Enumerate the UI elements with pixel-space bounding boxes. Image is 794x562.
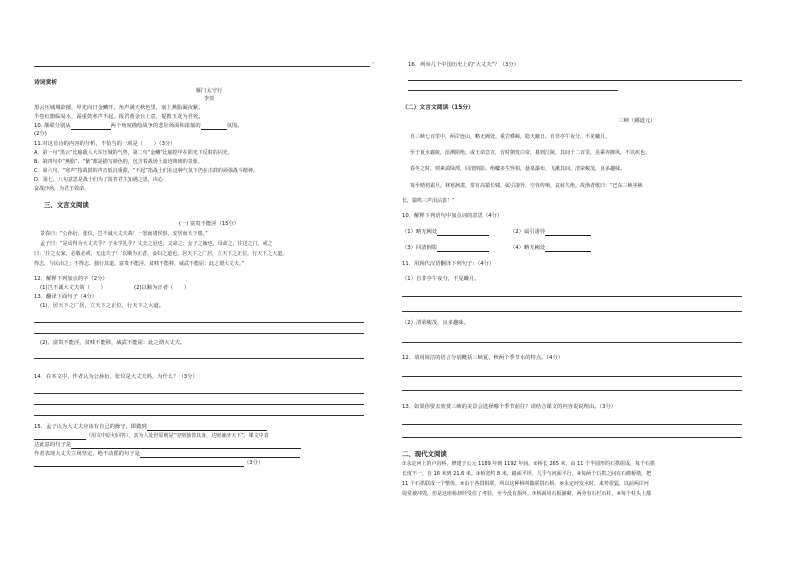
text-2-line: 长，猿鸣三声泪沾裳！”: [402, 198, 455, 204]
text-1-line: 景春曰：“公孙衍、张仪，岂不诚大丈夫哉！一怒而诸侯惧，安居而天下熄。”: [40, 231, 208, 237]
q15-text-d-content: 作者表现大丈夫立场坚定，绝不动摇的句子是: [34, 451, 140, 457]
modern-text-line: ①永定河上的卢沟桥，修建于公元 1189 年到 1192 年间。②桥长 265 米，由 11 个半圆形的石拱组成，每个石拱: [402, 461, 656, 467]
answer-line: [402, 342, 742, 343]
q13-sentence-1: (1)、居天下之广居，立天下之正位，行天下之大道。: [40, 303, 165, 309]
question-13-right: 13．如果你要去欣赏三峡的美景会选择哪个季节前往？请结合课文的内容说说理由。（3分）: [402, 404, 617, 410]
answer-line: [402, 390, 742, 391]
question-11: 11.对这首诗的内容的分析，不恰当的一项是（ ）（3分）: [34, 141, 176, 147]
answer-line: [34, 415, 364, 416]
modern-text-line: 11 个石拱联成一个整体。⑤由于各拱相联，所以这种桥叫做联拱石桥。⑥永定河发水时，来势很猛，以前两岸河: [402, 481, 649, 487]
answer-line: [402, 311, 742, 312]
text-1-line: 孟子曰：“是焉得为大丈夫乎？子未学礼乎？丈夫之冠也，父命之；女子之嫁也，母命之，往送之门，戒之: [40, 241, 273, 247]
poem-section-title: 诗词赏析: [34, 80, 58, 86]
q15-text-c-content: 达此意的句子是: [34, 442, 72, 448]
question-12: 12．解释下列加点的字（2分）: [34, 276, 108, 282]
q15-text-b-content: （用文中原句回答），其为人处世原则是“穷则独善其身，达则兼济天下”，课文中表: [86, 433, 269, 439]
poem-line: 黑云压城城欲摧，甲光向日金鳞开。角声满天秋色里，塞上燕脂凝夜紫。: [34, 105, 204, 111]
text-2-line: 至于夏水襄陵，沿溯阻绝。或王命急宣，有时朝发白帝，暮到江陵，其间千二百里，虽乘奔御风，不以疾也。: [410, 150, 651, 156]
text-2-line: 春冬之时，则素湍绿潭，回清倒影。绝巘多生怪柏，悬泉瀑布，飞漱其间。清荣峻茂，良多趣味。: [410, 166, 626, 172]
answer-line: [408, 90, 618, 91]
q13-sentence-2: (2)、富贵不能淫，贫贱不能移，威武不能屈：此之谓大丈夫。: [40, 340, 186, 346]
right-column: [402, 0, 752, 562]
answer-line: [34, 404, 364, 405]
q12-item: (1)岂不诚大丈夫哉（ ）: [40, 285, 106, 291]
q10-item-3: （3）回清倒影: [402, 245, 438, 251]
answer-line: [402, 424, 742, 425]
question-10: [34, 123, 243, 130]
text-1-line: 得志，与民由之；不得志，独行其道。富贵不能淫，贫贱不能移，威武不能屈：此之谓大丈夫。”: [34, 261, 245, 267]
q10-item: [510, 245, 591, 252]
q15-text-b: [34, 433, 269, 440]
modern-text-line: 堤常被冲毁，但是这座桥却经受住了考验，至今没有损坏。⑦桥面用石板铺砌，两旁有石栏石柱。⑧每个柱头上都: [402, 491, 651, 497]
question-13: 13．翻译下面句子（4分）: [34, 294, 98, 300]
answer-line: [34, 66, 370, 67]
q15-text-d: [34, 451, 300, 458]
q11-option: A．第一句“黑云”比喻敌人大军压城的气势，第二句“金鳞”比喻铠甲在阳光下反射的闪光。: [34, 150, 233, 156]
q15-blank[interactable]: [34, 460, 244, 467]
question-15: [34, 424, 267, 431]
q10-blank[interactable]: [201, 123, 227, 130]
q12-item: (2)以顺为正者（ ）: [134, 285, 190, 291]
question-11-right: 11．用现代汉语翻译下列句子：（4分）: [402, 261, 495, 267]
text-1-title: (一) 富贵不能淫（15分）: [178, 221, 240, 227]
q10-item-1: （1）略无阙处: [402, 229, 438, 235]
q15-score: （3分）: [244, 460, 264, 466]
answer-line: [402, 376, 742, 377]
q15-blank[interactable]: [140, 451, 300, 458]
answer-blank[interactable]: [437, 245, 489, 252]
answer-line: [34, 393, 364, 394]
text-2-line: 每至晴初霜旦，林寒涧肃，常有高猿长啸，属引凄异，空谷传响，哀转久绝。故渔者歌曰：“巴东三峡巫峡: [410, 183, 643, 189]
answer-line: [402, 437, 742, 438]
q15-blank[interactable]: [71, 442, 301, 449]
poem-author: 李贺: [203, 96, 215, 102]
q15-blank[interactable]: [147, 424, 267, 431]
answer-blank[interactable]: [437, 229, 489, 236]
question-12-right: 12．请用简洁的语言分别概括三峡夏、秋两个季节水的特点。（4分）: [402, 355, 564, 361]
q10-item-2: （2）属引凄异: [510, 229, 546, 235]
question-14: 14．在本文中，作者认为公孙衍、张仪是大丈夫吗，为什么？（3分）: [34, 374, 198, 380]
answer-blank[interactable]: [545, 229, 591, 236]
q11-sentence-1: （1）自非亭午夜分，不见曦月。: [402, 276, 480, 282]
q10-blank[interactable]: [71, 123, 111, 130]
q11-option: C．第六句，“寒声”指战鼓的声音低沉重滞，“不起”指战士们在这种气氛下仍在击鼓的顽强战斗精神。: [34, 168, 258, 174]
q15-text-a: 15．孟子认为大丈夫应该有自己的操守，即做到: [34, 424, 147, 430]
section-3-title: 三、文言文阅读: [44, 201, 89, 209]
q10-text-b: 两个角度描绘战争的悲壮场面和浓郁的: [110, 123, 201, 129]
question-16: 16．列举几个中国历史上的“大丈夫”？（3分）: [408, 62, 519, 68]
question-10-right: 10．解释下列语句中加点词的意思（4分）: [402, 213, 503, 219]
answer-line: [34, 322, 364, 323]
modern-section-title: 二、现代文阅读: [402, 450, 447, 458]
q10-item-4: （4）略无阙处: [510, 245, 546, 251]
text-2-line: 自三峡七百里中，两岸连山，略无阙处。重岩叠嶂，隐天蔽日。自非亭午夜分，不见曦月。: [410, 134, 611, 140]
q11-sentence-2: （2）清荣峻茂，良多趣味。: [402, 320, 469, 326]
text-1-line: 曰：‘往之女家，必敬必戒，无违夫子！’以顺为正者，妾妇之道也。居天下之广居，立天下之正位，行天下之大道。: [34, 251, 288, 257]
left-column: [34, 0, 384, 562]
answer-line: [34, 333, 364, 334]
poem-title: 雁门太守行: [195, 88, 223, 94]
poem-line: 半卷红旗临易水，霜重鼓寒声不起。报君黄金台上意，提携玉龙为君死。: [34, 114, 204, 120]
q10-item: [402, 229, 489, 236]
answer-line: [408, 80, 742, 81]
q15-text-c: [34, 442, 301, 449]
section-2-title: （二）文言文阅读（15分）: [402, 105, 474, 111]
q10-score: (2分): [34, 131, 47, 137]
q11-option: D．第七、八句意思是战士们为了报答君主知遇之恩，决心: [34, 177, 163, 183]
answer-line-end: 。: [372, 59, 378, 65]
q15-text-e: [34, 460, 263, 467]
modern-text-line: 长度不一，自 16 米到 21.6 米。③桥宽约 8 米，路面平坦，几乎与河面平行。④每两个石拱之间有石砌桥墩，把: [402, 471, 652, 477]
answer-blank[interactable]: [545, 245, 591, 252]
q10-item: [402, 245, 489, 252]
text-2-title: 三峡（郦道元）: [618, 118, 656, 124]
answer-line: [34, 358, 364, 359]
q15-blank[interactable]: [34, 433, 86, 440]
q10-item: [510, 229, 591, 236]
q11-option-cont: 奋战沙场，为君王效命。: [34, 186, 90, 192]
q11-option: B．第四句中“燕脂”、“紫”都是描写颜色的，包含着战场上血迹斑斑的景象。: [34, 159, 203, 165]
q10-text-c: 氛围。: [226, 123, 243, 129]
answer-line: [402, 296, 742, 297]
q10-text-a: 10. 颔联分别从: [34, 123, 71, 129]
